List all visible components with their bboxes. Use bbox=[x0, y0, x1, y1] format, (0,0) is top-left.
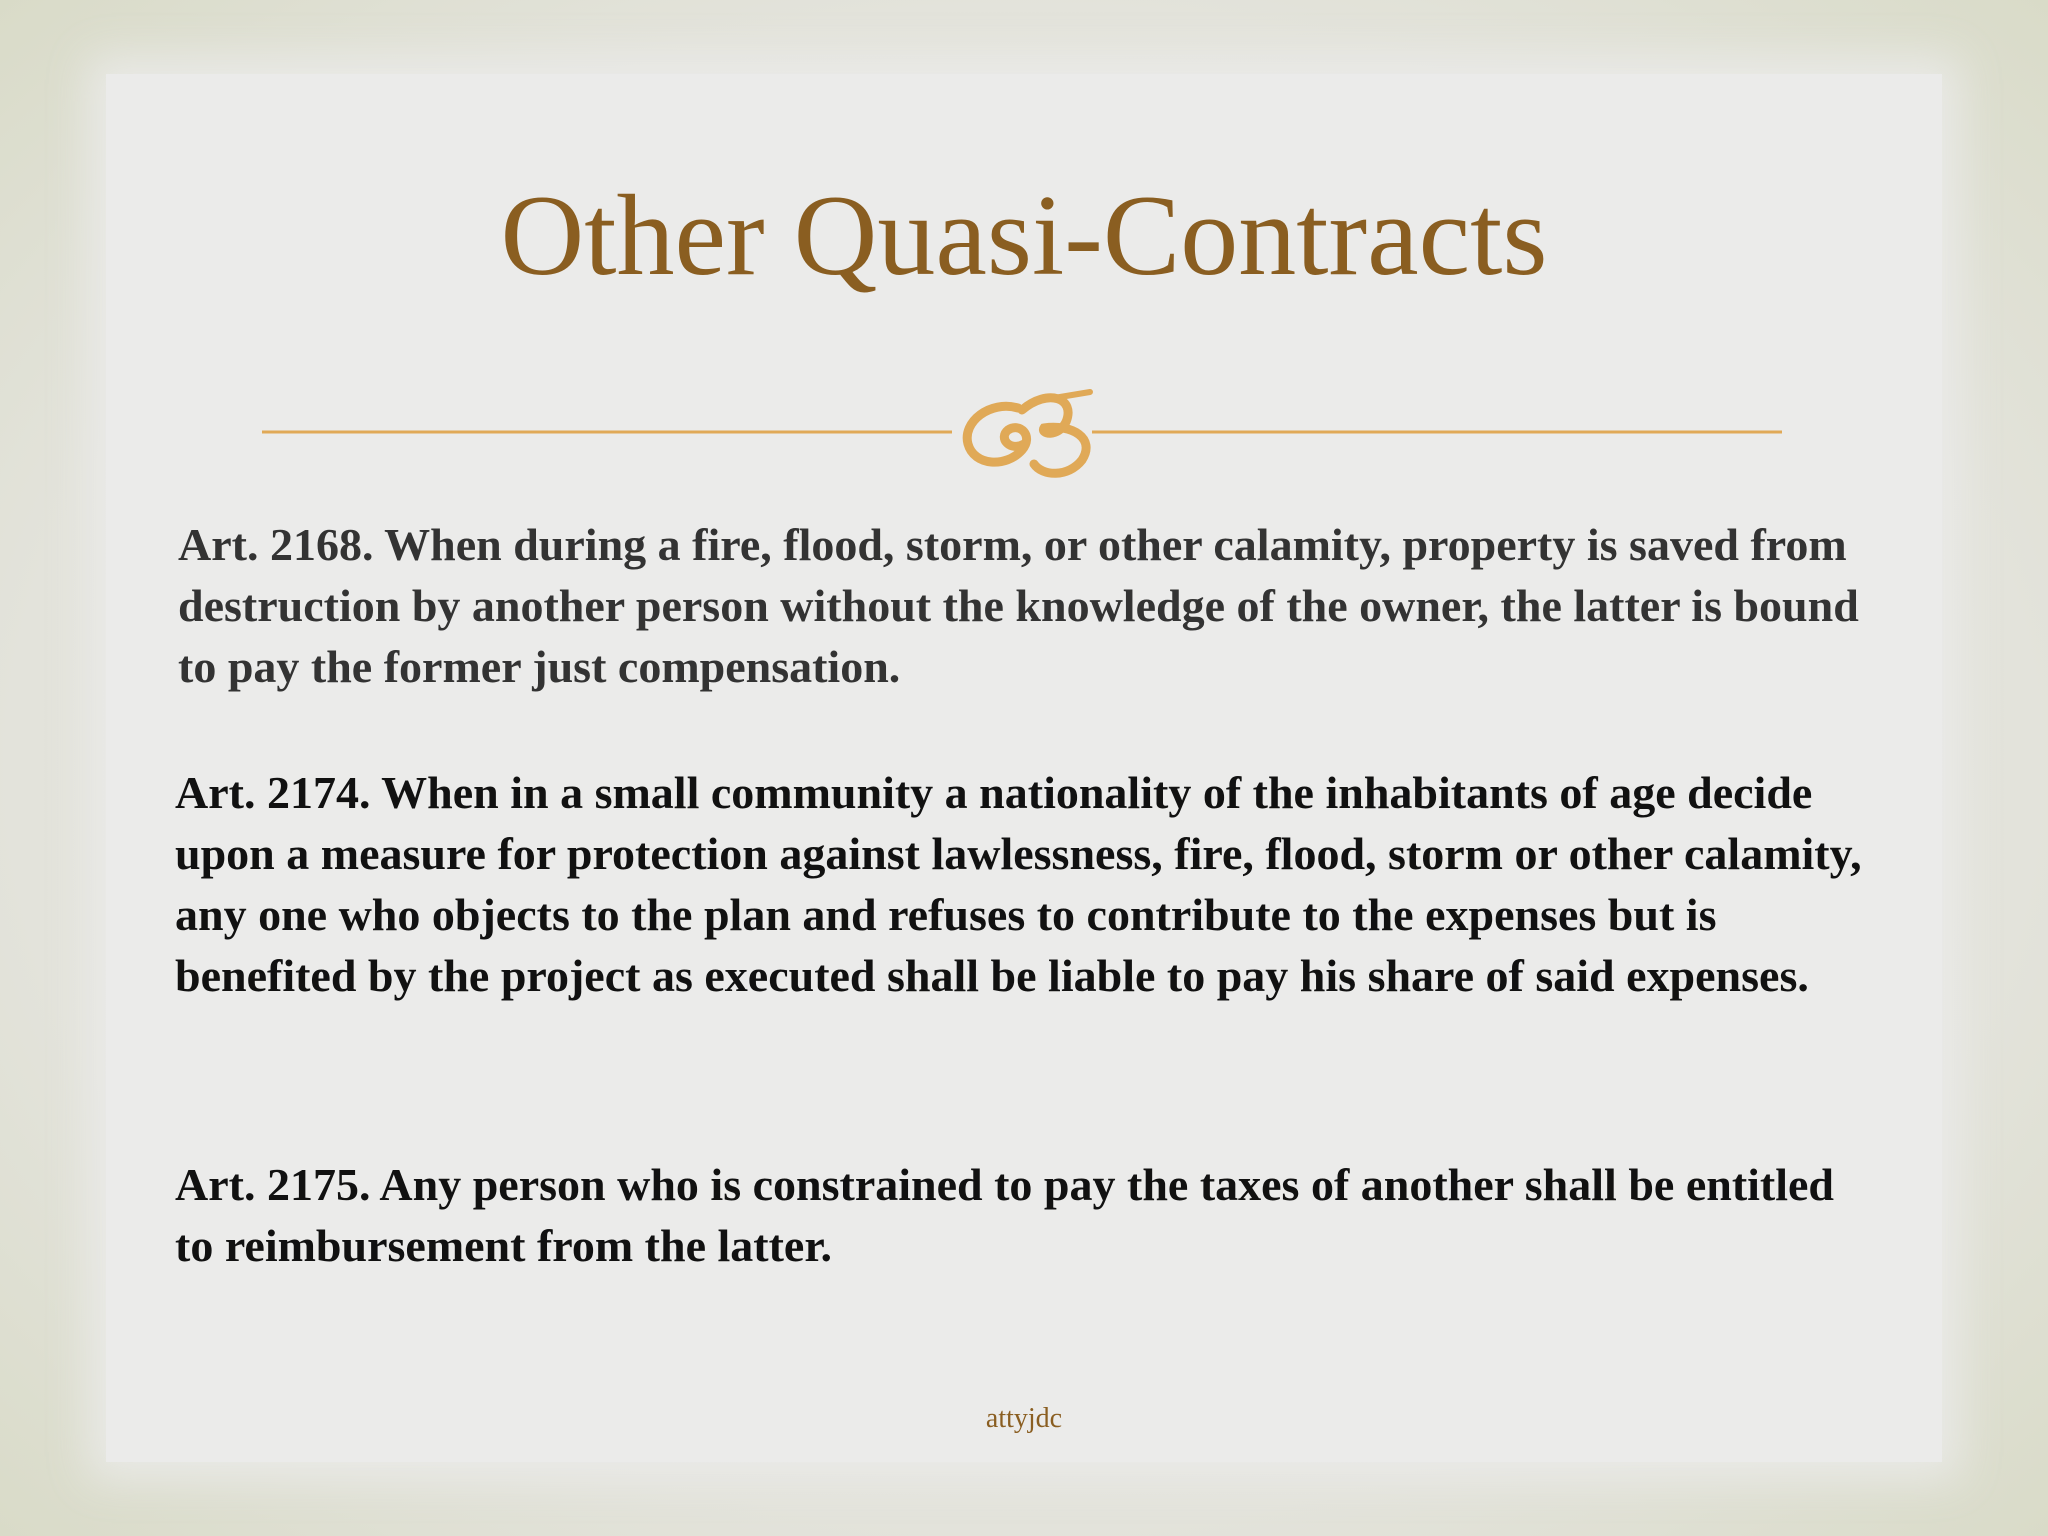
slide-title: Other Quasi-Contracts bbox=[500, 172, 1548, 300]
article-2175: Art. 2175. Any person who is constrained to pay the taxes of another shall be entitled to reimbursement from the latter. bbox=[175, 1159, 1835, 1271]
title-divider bbox=[262, 378, 1782, 488]
article-2168: Art. 2168. When during a fire, flood, storm, or other calamity, property is saved from destruction by another person without the knowledge of the owner, the latter is bound to pay the former just compensation. bbox=[178, 519, 1859, 692]
swash-ornament-icon bbox=[967, 392, 1090, 473]
slide-footer: attyjdc bbox=[985, 1403, 1063, 1434]
article-2174: Art. 2174. When in a small community a nationality of the inhabitants of age decide upon a measure for protection against lawlessness, fire, flood, storm or other calamity, any one who objects to the plan and refuses to contribute to the expenses but is benefited by the project as executed shall be liable to pay his share of said expenses. bbox=[175, 767, 1862, 1001]
